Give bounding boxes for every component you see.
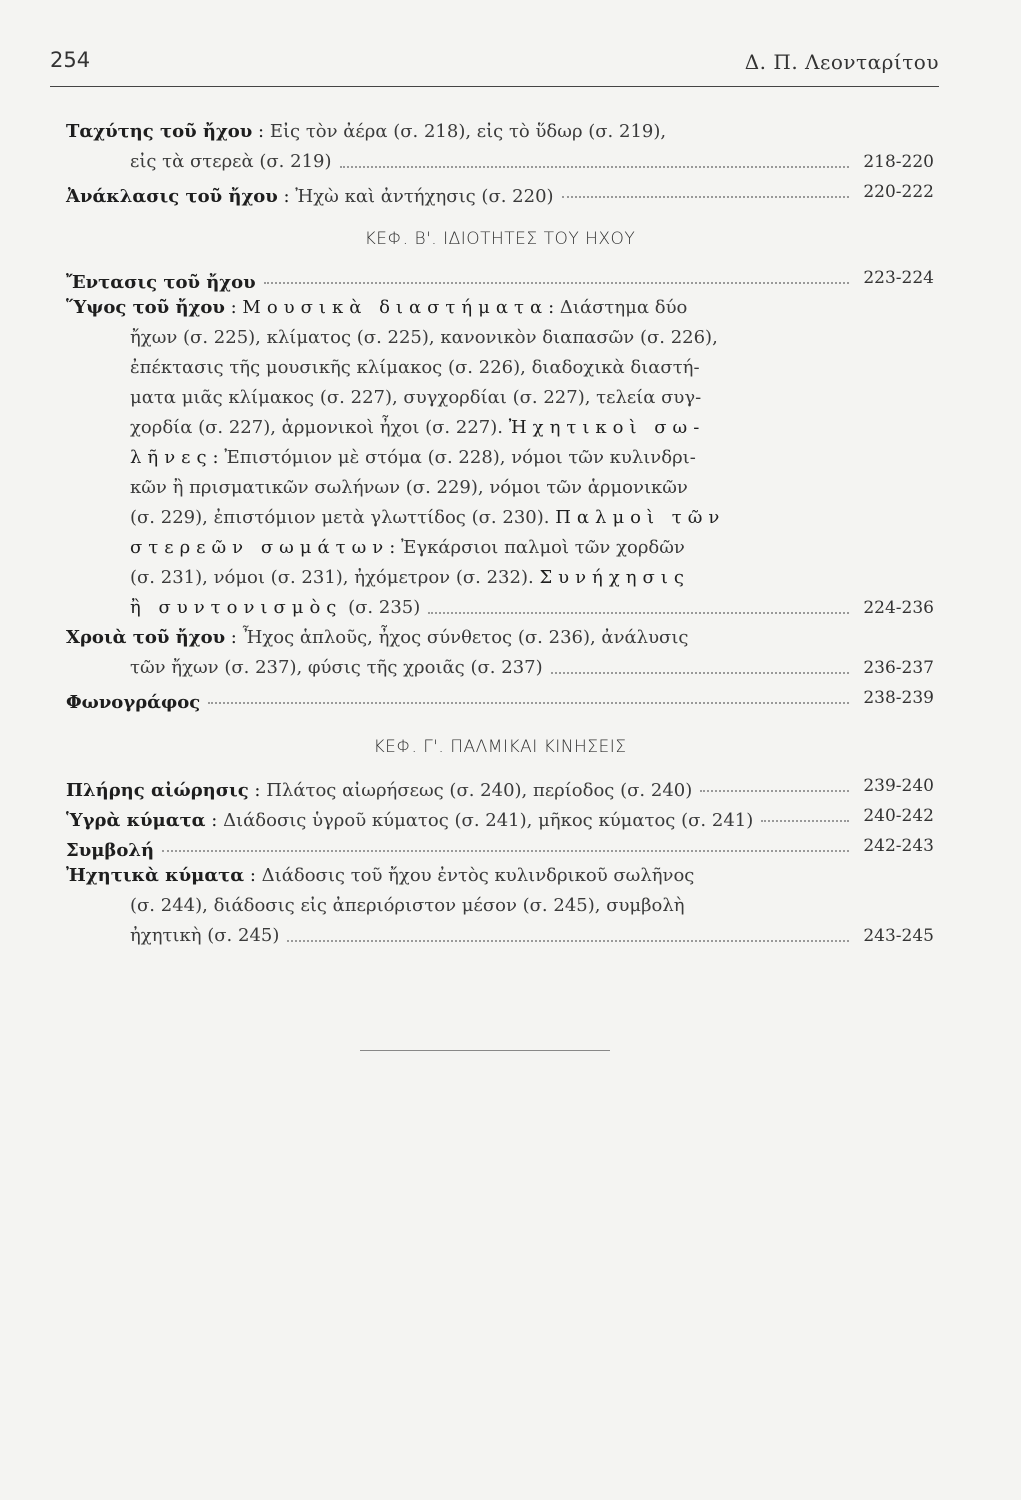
subheading: Ἠχητικοὶ σω- <box>508 417 706 438</box>
toc-entry: Πλήρης αἰώρησις : Πλάτος αἰωρήσεως (σ. 240), περίοδος (σ. 240) 239-240 <box>66 771 934 801</box>
entry-text: Διάδοσις τοῦ ἤχου ἐντὸς κυλινδρικοῦ σωλῆνος <box>261 865 695 886</box>
subheading: λῆνες <box>130 447 213 468</box>
entry-term: Χροιὰ τοῦ ἤχου <box>66 627 226 648</box>
leader-dots <box>162 850 849 852</box>
leader-dots <box>761 820 849 822</box>
entry-text: Εἰς τὸν ἀέρα (σ. 218), εἰς τὸ ὕδωρ (σ. 219), <box>269 121 667 142</box>
entry-term: Ἠχητικὰ κύματα <box>66 865 245 886</box>
page-range: 218-220 <box>863 152 934 172</box>
entry-text: Ἐγκάρσιοι παλμοὶ τῶν χορδῶν <box>401 537 685 558</box>
toc-entry: Ἠχητικὰ κύματα : Διάδοσις τοῦ ἤχου ἐντὸς κυλινδρικοῦ σωλῆνος (σ. 244), διάδοσις εἰς ἀπεριόριστον μέσον (σ. 245), συμβολὴ ἠχητικὴ (σ. 245) 243-245 <box>66 861 934 951</box>
entry-term: Ἀνάκλασις τοῦ ἤχου <box>66 186 278 207</box>
toc-entry: Ἀνάκλασις τοῦ ἤχου : Ἠχὼ καὶ ἀντήχησις (σ. 220) 220-222 <box>66 177 934 207</box>
leader-dots <box>287 940 849 942</box>
entry-text: (σ. 244), διάδοσις εἰς ἀπεριόριστον μέσον (σ. 245), συμβολὴ <box>130 895 685 916</box>
entry-text: ἐπέκτασις τῆς μουσικῆς κλίμακος (σ. 226), διαδοχικὰ διαστή- <box>130 357 700 378</box>
leader-dots <box>264 282 850 284</box>
running-title: Δ. Π. Λεονταρίτου <box>744 50 939 74</box>
page-number: 254 <box>50 48 91 72</box>
entry-term: Ἔντασις τοῦ ἤχου <box>66 272 256 293</box>
entry-term: Συμβολή <box>66 840 155 861</box>
leader-dots <box>340 166 850 168</box>
entry-text: (σ. 229), ἐπιστόμιον μετὰ γλωττίδος (σ. 230). <box>130 507 550 528</box>
leader-dots <box>428 612 849 614</box>
entry-term: Πλήρης αἰώρησις <box>66 780 249 801</box>
page-range: 240-242 <box>863 806 934 826</box>
page-range: 242-243 <box>863 836 934 856</box>
page-range: 224-236 <box>863 598 934 618</box>
chapter-heading: ΚΕΦ. Γ'. ΠΑΛΜΙΚΑΙ ΚΙΝΗΣΕΙΣ <box>373 737 627 757</box>
toc-entry: Ὑγρὰ κύματα : Διάδοσις ὑγροῦ κύματος (σ. 241), μῆκος κύματος (σ. 241) 240-242 <box>66 801 934 831</box>
entry-text: ματα μιᾶς κλίμακος (σ. 227), συγχορδίαι (σ. 227), τελεία συγ- <box>130 387 702 408</box>
table-of-contents <box>66 117 934 951</box>
toc-entry <box>66 831 934 861</box>
toc-entry: Ὕψος τοῦ ἤχου : Μουσικὰ διαστήματα: Διάστημα δύο ἤχων (σ. 225), κλίματος (σ. 225), κανονικὸν διαπασῶν (σ. 226), ἐπέκτασις τῆς μουσικῆς κλίμακος (σ. 226), διαδοχικὰ διαστή- ματα μιᾶς κλίμακος (σ. 227), συγχορδίαι (σ. 227), τελεία συγ- χορδία (σ. 227), ἁρμονικοὶ ἦχοι (σ. 227). Ἠχητικοὶ σω- λῆνες: Ἐπιστόμιον μὲ στόμα (σ. 228), νόμοι τῶν κυλινδρι- κῶν ἢ πρισματικῶν σωλήνων (σ. 229), νόμοι τῶν ἁρμονικῶν (σ. 229), ἐπιστόμιον μετὰ γλωττίδος (σ. 230). Παλμοὶ τῶν στερεῶν σωμάτων: Ἐγκάρσιοι παλμοὶ τῶν χορδῶν (σ. 231), νόμοι (σ. 231), ἠχόμετρον (σ. 232). Συνήχησις ἢ συντονισμὸς (σ. 235) 224-236 <box>66 293 934 623</box>
subheading: Μουσικὰ διαστήματα <box>242 297 549 318</box>
page-range: 236-237 <box>863 658 934 678</box>
entry-text: Διάστημα δύο <box>559 297 688 318</box>
entry-text: Ἠχὼ καὶ ἀντήχησις (σ. 220) <box>295 186 554 207</box>
entry-text: τῶν ἤχων (σ. 237), φύσις τῆς χροιᾶς (σ. 237) <box>130 657 543 678</box>
page-range: 223-224 <box>863 268 934 288</box>
toc-entry <box>66 263 934 293</box>
toc-entry <box>66 683 934 713</box>
entry-text: εἰς τὰ στερεὰ (σ. 219) <box>130 151 332 172</box>
toc-entry: Χροιὰ τοῦ ἤχου : Ἦχος ἁπλοῦς, ἦχος σύνθετος (σ. 236), ἀνάλυσις τῶν ἤχων (σ. 237), φύσις τῆς χροιᾶς (σ. 237) 236-237 <box>66 623 934 683</box>
subheading: Παλμοὶ τῶν <box>555 507 726 528</box>
entry-text: Διάδοσις ὑγροῦ κύματος (σ. 241), μῆκος κύματος (σ. 241) <box>223 810 754 831</box>
entry-text: (σ. 235) <box>348 597 421 618</box>
subheading: στερεῶν σωμάτων <box>130 537 390 558</box>
entry-text: κῶν ἢ πρισματικῶν σωλήνων (σ. 229), νόμοι τῶν ἁρμονικῶν <box>130 477 688 498</box>
page-range: 220-222 <box>863 182 934 202</box>
entry-text: Ἦχος ἁπλοῦς, ἦχος σύνθετος (σ. 236), ἀνάλυσις <box>242 627 689 648</box>
leader-dots <box>562 196 850 198</box>
section-end-rule <box>360 1050 610 1051</box>
entry-text: Ἐπιστόμιον μὲ στόμα (σ. 228), νόμοι τῶν κυλινδρι- <box>224 447 696 468</box>
entry-text: ἠχητικὴ (σ. 245) <box>130 925 280 946</box>
page-range: 239-240 <box>863 776 934 796</box>
subheading: Συνήχησις <box>539 567 690 588</box>
entry-term: Φωνογράφος <box>66 692 201 713</box>
entry-term: Ὑγρὰ κύματα <box>66 810 206 831</box>
entry-text: Πλάτος αἰωρήσεως (σ. 240), περίοδος (σ. 240) <box>266 780 693 801</box>
toc-entry: Ταχύτης τοῦ ἤχου : Εἰς τὸν ἀέρα (σ. 218), εἰς τὸ ὕδωρ (σ. 219), εἰς τὰ στερεὰ (σ. 219) 218-220 <box>66 117 934 177</box>
page-range: 243-245 <box>863 926 934 946</box>
entry-text: χορδία (σ. 227), ἁρμονικοὶ ἦχοι (σ. 227). <box>130 417 503 438</box>
chapter-heading: ΚΕΦ. Β'. ΙΔΙΟΤΗΤΕΣ ΤΟΥ ΗΧΟΥ <box>364 229 636 249</box>
entry-text: (σ. 231), νόμοι (σ. 231), ἠχόμετρον (σ. 232). <box>130 567 534 588</box>
entry-text: ἤχων (σ. 225), κλίματος (σ. 225), κανονικὸν διαπασῶν (σ. 226), <box>130 327 718 348</box>
page-range: 238-239 <box>863 688 934 708</box>
subheading: ἢ συντονισμὸς <box>130 597 343 618</box>
leader-dots <box>551 672 850 674</box>
header-rule <box>50 86 939 87</box>
entry-term: Ταχύτης τοῦ ἤχου <box>66 121 253 142</box>
leader-dots <box>208 702 849 704</box>
entry-term: Ὕψος τοῦ ἤχου <box>66 297 225 318</box>
leader-dots <box>700 790 849 792</box>
